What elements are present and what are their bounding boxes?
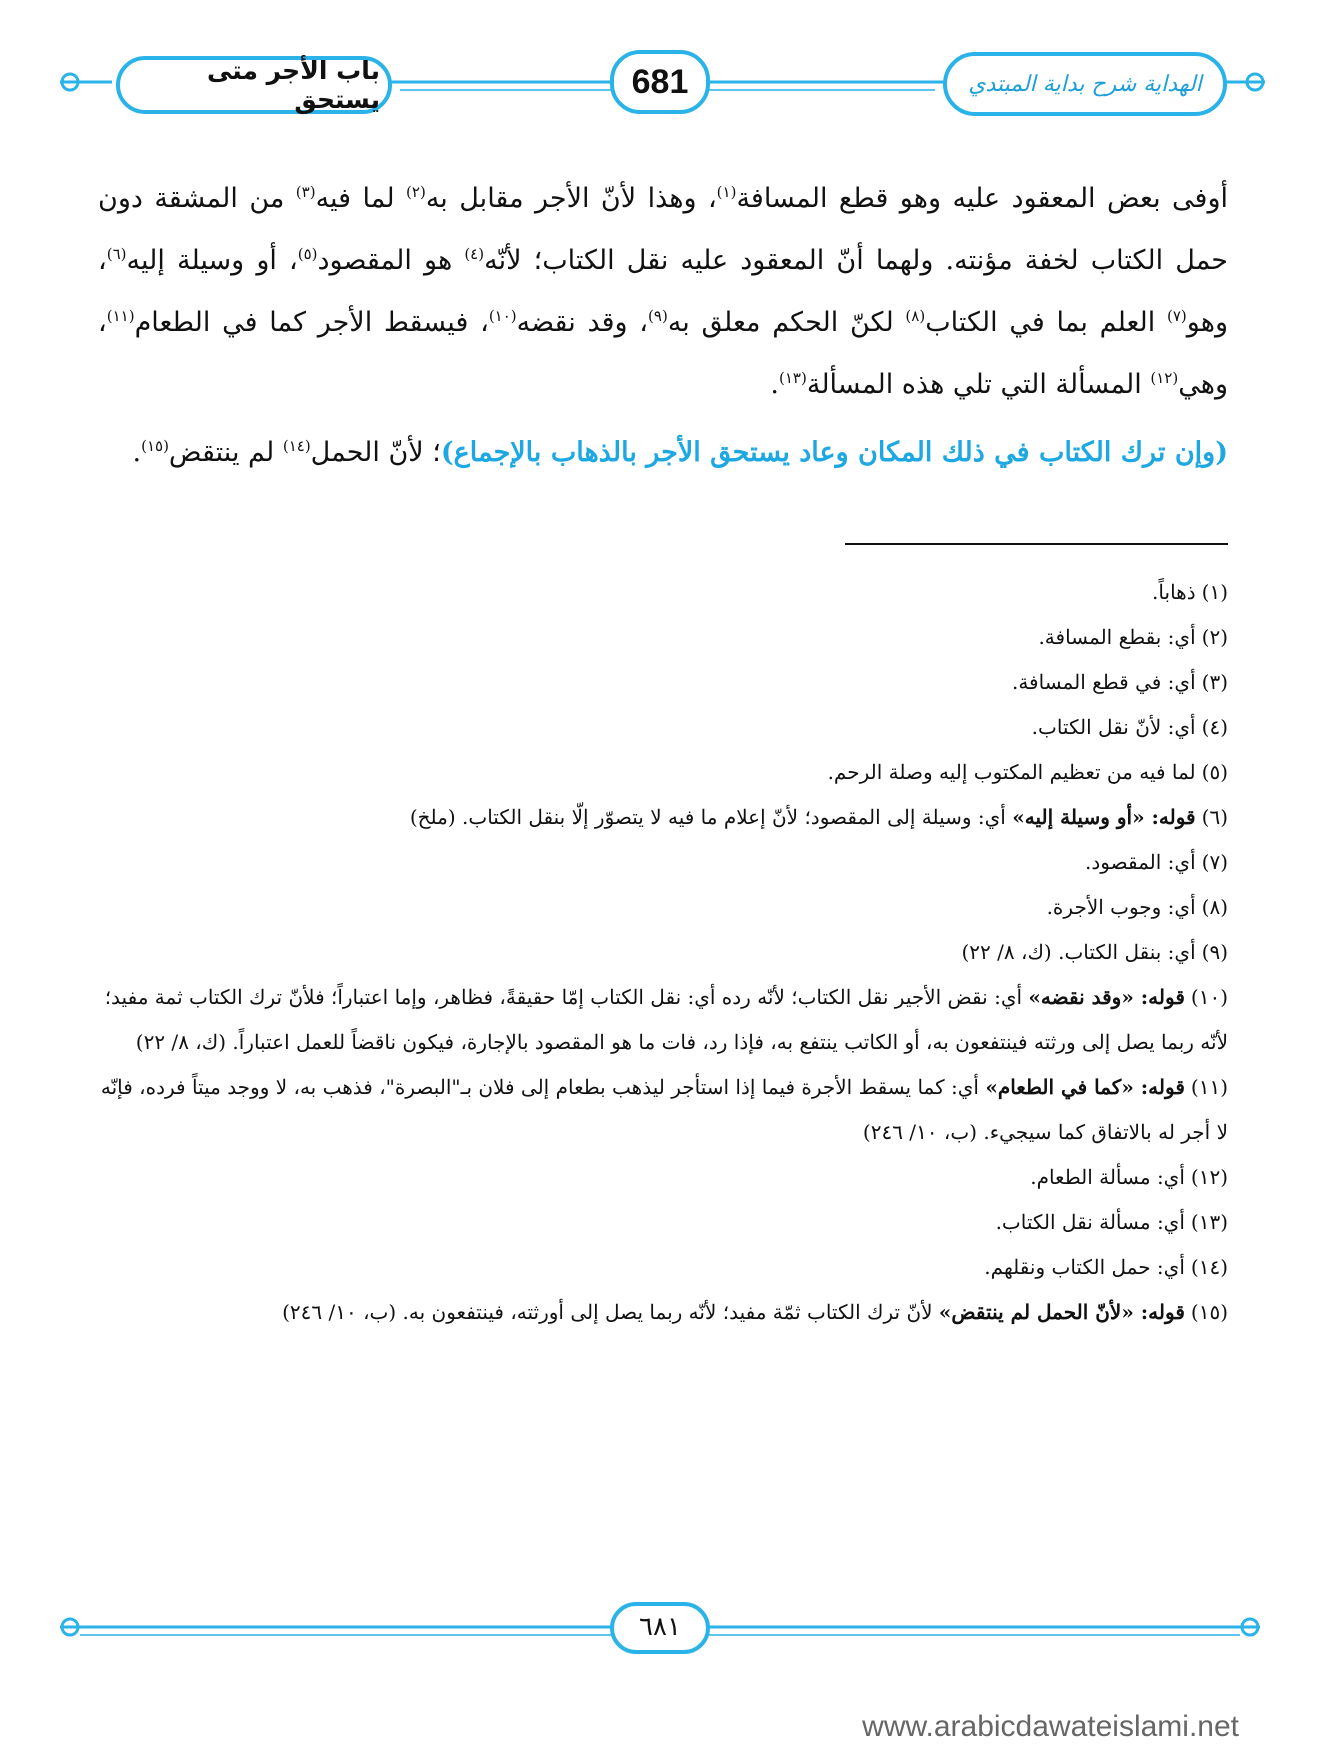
footnote-ref[interactable]: (٣) (295, 183, 316, 201)
footnote-item: (٣)أي: في قطع المسافة. (1011, 670, 1228, 694)
page-header (0, 0, 1319, 140)
footnote-ref[interactable]: (١٢) (1150, 369, 1179, 387)
footnote-ref[interactable]: (٨) (905, 307, 926, 325)
footnote-item: (١٠)قوله: «وقد نقضه» أي: نقض الأجير نقل الكتاب؛ لأنّه رده أي: نقل الكتاب إمّا حقيقةً، فظاهر، وإما اعتباراً؛ فلأنّ ترك الكتاب ثمة مفيد؛ لأنّه ربما يصل إلى ورثته فينتفعون به، أو الكاتب ينتفع به، فإذا رد، فات ما هو المقصود بالإجارة، فيكون ناقضاً للعمل اعتباراً. (ك، ٨/ ٢٢) (104, 985, 1228, 1054)
website-url[interactable]: www.arabicdawateislami.net (862, 1710, 1239, 1743)
footnote-item: (٩)أي: بنقل الكتاب. (ك، ٨/ ٢٢) (961, 940, 1228, 964)
chapter-title: باب الأجر متى يستحق (206, 56, 380, 114)
main-paragraph-1: أوفى بعض المعقود عليه وهو قطع المسافة$^{(١)}$، وهذا لأنّ الأجر مقابل به$^{(٢)}$ لما فيه$^{(٣)}$ من المشقة دون حمل الكتاب لخفة مؤنته. ولهما أنّ المعقود عليه نقل الكتاب؛ لأنّه$^{(٤)}$ هو المقصود$^{(٥)}$، أو وسيلة إليه$^{(٦)}$، وهو$^{(٧)}$ العلم بما في الكتاب$^{(٨)}$ لكنّ الحكم معلق به$^{(٩)}$، وقد نقضه$^{(١٠)}$، فيسقط الأجر كما في الطعام$^{(١١)}$، وهي$^{(١٢)}$ المسألة التي تلي هذه المسألة$^{(١٣)}$. (98, 183, 1229, 400)
page-number-header: 681 (631, 62, 689, 101)
footnote-ref[interactable]: (٢) (406, 183, 426, 201)
footnote-item: (١٢)أي: مسألة الطعام. (1030, 1165, 1228, 1189)
footnote-ref[interactable]: (١١) (106, 307, 135, 325)
book-title: الهداية شرح بداية المبتدي (968, 71, 1202, 97)
footnote-item: (٧)أي: المقصود. (1085, 850, 1228, 874)
main-text (98, 168, 1228, 484)
footnote-item: (١٤)أي: حمل الكتاب ونقلهم. (984, 1255, 1228, 1279)
footnote-item: (٤)أي: لأنّ نقل الكتاب. (1031, 715, 1228, 739)
footnote-item: (١)ذهاباً. (1152, 580, 1228, 604)
footnote-ref[interactable]: (٦) (106, 245, 127, 263)
footnote-item: (١٣)أي: مسألة نقل الكتاب. (995, 1210, 1228, 1234)
footnote-ref[interactable]: (١٤) (282, 437, 311, 455)
main-paragraph-2: (وإن ترك الكتاب في ذلك المكان وعاد يستحق الأجر بالذهاب بالإجماع)؛ لأنّ الحمل$^{(١٤)}$ لم ينتقض$^{(١٥)}$. (132, 437, 1228, 468)
footnote-item: (٦)قوله: «أو وسيلة إليه» أي: وسيلة إلى المقصود؛ لأنّ إعلام ما فيه لا يتصوّر إلّا بنقل الكتاب. (ملخ) (409, 805, 1228, 829)
matn-highlight: (وإن ترك الكتاب في ذلك المكان وعاد يستحق الأجر بالذهاب بالإجماع) (440, 437, 1228, 468)
footnote-ref[interactable]: (١٥) (141, 437, 169, 455)
footnote-item: (١٥)قوله: «لأنّ الحمل لم ينتقض» لأنّ ترك الكتاب ثمّة مفيد؛ لأنّه ربما يصل إلى أورثته، فينتفعون به. (ب، ١٠/ ٢٤٦) (282, 1300, 1228, 1324)
footnote-ref[interactable]: (٩) (648, 307, 668, 325)
footnote-ref[interactable]: (٧) (1167, 307, 1187, 325)
footnote-ref[interactable]: (١) (716, 183, 737, 201)
footnote-ref[interactable]: (٥) (297, 245, 318, 263)
footnote-item: (٨)أي: وجوب الأجرة. (1046, 895, 1228, 919)
footnote-divider (845, 543, 1228, 545)
footnote-ref[interactable]: (١٣) (779, 369, 807, 387)
footnote-item: (٢)أي: بقطع المسافة. (1038, 625, 1228, 649)
footnote-ref[interactable]: (٤) (464, 245, 485, 263)
footnotes (98, 570, 1228, 1335)
footnote-item: (٥)لما فيه من تعظيم المكتوب إليه وصلة الرحم. (827, 760, 1228, 784)
footnote-item: (١١)قوله: «كما في الطعام» أي: كما يسقط الأجرة فيما إذا استأجر ليذهب بطعام إلى فلان بـ"البصرة"، فذهب به، لا ووجد ميتاً فرده، فإنّه لا أجر له بالاتفاق كما سيجيء. (ب، ١٠/ ٢٤٦) (100, 1075, 1228, 1144)
footnote-ref[interactable]: (١٠) (488, 307, 517, 325)
page-number-footer: ٦٨١ (639, 1612, 681, 1642)
